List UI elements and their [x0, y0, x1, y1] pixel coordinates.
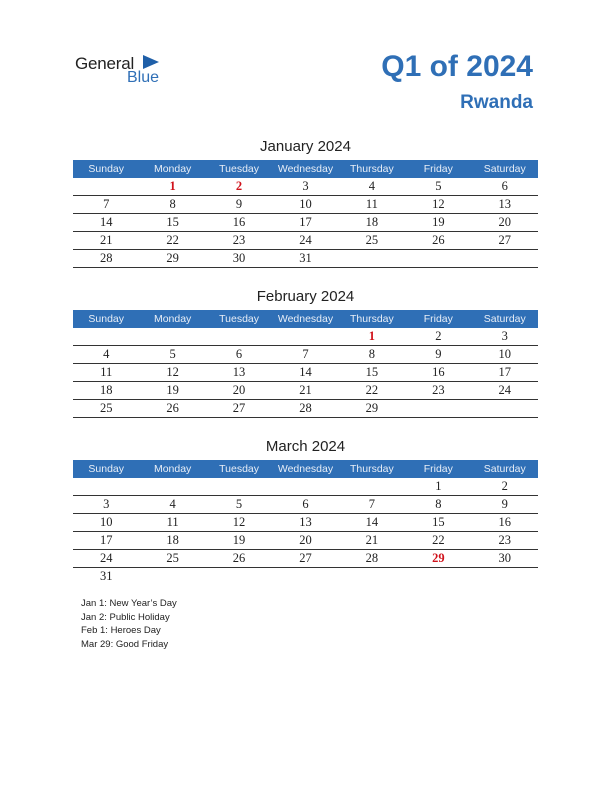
day-cell: 23: [206, 232, 272, 250]
day-cell: 26: [139, 400, 205, 418]
day-cell: 21: [73, 232, 139, 250]
day-cell: 1: [405, 478, 471, 496]
weekday-header: Friday: [405, 460, 471, 478]
day-cell: 12: [139, 364, 205, 382]
day-cell: 19: [139, 382, 205, 400]
empty-day-cell: [139, 328, 205, 346]
day-cell: 15: [339, 364, 405, 382]
day-cell: 19: [206, 532, 272, 550]
day-cell: 27: [472, 232, 538, 250]
day-cell: 18: [339, 214, 405, 232]
weekday-header: Monday: [139, 160, 205, 178]
day-cell: 12: [405, 196, 471, 214]
weekday-header: Monday: [139, 460, 205, 478]
day-cell: 31: [99, 569, 113, 583]
day-cell: 4: [73, 346, 139, 364]
month-january: [73, 137, 538, 268]
day-cell: 11: [139, 514, 205, 532]
day-cell: 15: [405, 514, 471, 532]
empty-day-cell: [139, 478, 205, 496]
logo-text-blue: Blue: [127, 69, 160, 86]
day-cell: 10: [472, 346, 538, 364]
day-cell: 31: [272, 250, 338, 268]
week-row: [73, 478, 538, 496]
day-cell: 8: [339, 346, 405, 364]
day-cell: 17: [272, 214, 338, 232]
day-cell: 30: [472, 550, 538, 568]
day-cell: 25: [139, 550, 205, 568]
day-cell: 13: [472, 196, 538, 214]
day-cell: 5: [139, 346, 205, 364]
weekday-header: Sunday: [73, 460, 139, 478]
holiday-item: Jan 2: Public Holiday: [81, 611, 170, 623]
day-cell: 7: [272, 346, 338, 364]
week-row: [73, 346, 538, 364]
day-cell: 23: [405, 382, 471, 400]
weekday-header: Saturday: [472, 310, 538, 328]
holiday-item: Jan 1: New Year’s Day: [81, 598, 177, 609]
empty-day-cell: [472, 250, 538, 268]
week-row: [73, 550, 538, 568]
day-cell: 27: [272, 550, 338, 568]
day-cell: 13: [272, 514, 338, 532]
day-cell: 28: [272, 400, 338, 418]
empty-day-cell: [206, 568, 272, 586]
day-cell: 8: [405, 496, 471, 514]
day-cell: 14: [272, 364, 338, 382]
day-cell: 7: [339, 496, 405, 514]
weekday-header: Thursday: [339, 310, 405, 328]
weekday-header: Saturday: [472, 460, 538, 478]
day-cell: 6: [206, 346, 272, 364]
day-cell: 17: [472, 364, 538, 382]
weekday-header: Sunday: [73, 160, 139, 178]
day-cell: 22: [139, 232, 205, 250]
day-cell: 24: [73, 550, 139, 568]
calendar-table: [73, 310, 538, 418]
day-cell: 16: [472, 514, 538, 532]
day-cell: 10: [73, 514, 139, 532]
weekday-header: Friday: [405, 310, 471, 328]
day-cell: 21: [339, 532, 405, 550]
day-cell: 12: [206, 514, 272, 532]
country-name: Rwanda: [460, 92, 533, 113]
day-cell: 29: [339, 400, 405, 418]
empty-day-cell: [73, 478, 139, 496]
weekday-header: Thursday: [339, 160, 405, 178]
empty-day-cell: [139, 568, 205, 586]
day-cell: 9: [206, 196, 272, 214]
calendar-table: [73, 460, 538, 585]
day-cell: 2: [405, 328, 471, 346]
weekday-header: Wednesday: [272, 310, 338, 328]
weekday-header: Wednesday: [272, 160, 338, 178]
empty-day-cell: [472, 400, 538, 418]
empty-day-cell: [73, 328, 139, 346]
day-cell: 5: [405, 178, 471, 196]
week-row: [73, 400, 538, 418]
day-cell: 9: [472, 496, 538, 514]
day-cell: 3: [73, 496, 139, 514]
day-cell: 4: [339, 178, 405, 196]
month-title: March 2024: [265, 438, 346, 455]
day-cell: 15: [139, 214, 205, 232]
weekday-header: Monday: [139, 310, 205, 328]
day-cell: 20: [272, 532, 338, 550]
day-cell: 18: [139, 532, 205, 550]
month-march: [73, 437, 538, 585]
day-cell: 4: [139, 496, 205, 514]
day-cell: 6: [472, 178, 538, 196]
day-cell: 14: [339, 514, 405, 532]
day-cell: 25: [73, 400, 139, 418]
day-cell: 20: [472, 214, 538, 232]
day-cell: 3: [272, 178, 338, 196]
weekday-header: Tuesday: [206, 310, 272, 328]
day-cell: 23: [472, 532, 538, 550]
day-cell: 10: [272, 196, 338, 214]
day-cell: 22: [405, 532, 471, 550]
day-cell: 26: [405, 232, 471, 250]
day-cell: 27: [206, 400, 272, 418]
page-title: Q1 of 2024: [381, 50, 533, 83]
month-title: January 2024: [260, 138, 351, 155]
day-cell: 28: [339, 550, 405, 568]
day-cell: 20: [206, 382, 272, 400]
day-cell: 13: [206, 364, 272, 382]
empty-day-cell: [472, 568, 538, 586]
empty-day-cell: [206, 478, 272, 496]
day-cell: 28: [73, 250, 139, 268]
day-cell: 16: [206, 214, 272, 232]
weekday-header: Friday: [405, 160, 471, 178]
week-row: [73, 568, 538, 586]
day-cell: 11: [73, 364, 139, 382]
holiday-item: Mar 29: Good Friday: [81, 638, 169, 650]
empty-day-cell: [339, 568, 405, 586]
month-title: February 2024: [256, 288, 355, 305]
day-cell: 16: [405, 364, 471, 382]
logo-text-general: General: [75, 54, 135, 73]
weekday-header: Tuesday: [206, 460, 272, 478]
day-cell: 25: [339, 232, 405, 250]
month-february: [73, 287, 538, 418]
week-row: [73, 532, 538, 550]
week-row: [73, 214, 538, 232]
day-cell: 21: [272, 382, 338, 400]
logo: [75, 52, 185, 88]
day-cell: 1: [139, 178, 205, 196]
day-cell: 29: [405, 550, 471, 568]
empty-day-cell: [73, 178, 139, 196]
calendar-table: [73, 160, 538, 268]
weekday-header: Wednesday: [272, 460, 338, 478]
day-cell: 29: [139, 250, 205, 268]
logo-flag-icon: [143, 55, 159, 69]
day-cell: 5: [206, 496, 272, 514]
day-cell: 14: [73, 214, 139, 232]
weekday-header: Thursday: [339, 460, 405, 478]
day-cell: 26: [206, 550, 272, 568]
day-cell: 17: [73, 532, 139, 550]
week-row: [73, 514, 538, 532]
day-cell: 24: [472, 382, 538, 400]
week-row: [73, 328, 538, 346]
week-row: [73, 250, 538, 268]
week-row: [73, 496, 538, 514]
day-cell: 3: [472, 328, 538, 346]
day-cell: 8: [139, 196, 205, 214]
empty-day-cell: [405, 400, 471, 418]
day-cell: 2: [206, 178, 272, 196]
empty-day-cell: [206, 328, 272, 346]
day-cell: 22: [339, 382, 405, 400]
weekday-header: Tuesday: [206, 160, 272, 178]
empty-day-cell: [339, 250, 405, 268]
empty-day-cell: [405, 568, 471, 586]
week-row: [73, 232, 538, 250]
empty-day-cell: [272, 478, 338, 496]
day-cell: 18: [73, 382, 139, 400]
weekday-header: Saturday: [472, 160, 538, 178]
day-cell: 2: [472, 478, 538, 496]
day-cell: 24: [272, 232, 338, 250]
day-cell: 19: [405, 214, 471, 232]
empty-day-cell: [272, 328, 338, 346]
empty-day-cell: [272, 568, 338, 586]
week-row: [73, 382, 538, 400]
day-cell: 30: [206, 250, 272, 268]
day-cell: 7: [73, 196, 139, 214]
day-cell: 1: [339, 328, 405, 346]
week-row: [73, 196, 538, 214]
holiday-list: [81, 597, 177, 651]
day-cell: 11: [339, 196, 405, 214]
weekday-header: Sunday: [73, 310, 139, 328]
week-row: [73, 178, 538, 196]
holiday-item: Feb 1: Heroes Day: [81, 625, 161, 636]
week-row: [73, 364, 538, 382]
day-cell: 6: [272, 496, 338, 514]
empty-day-cell: [339, 478, 405, 496]
day-cell: 9: [405, 346, 471, 364]
empty-day-cell: [405, 250, 471, 268]
